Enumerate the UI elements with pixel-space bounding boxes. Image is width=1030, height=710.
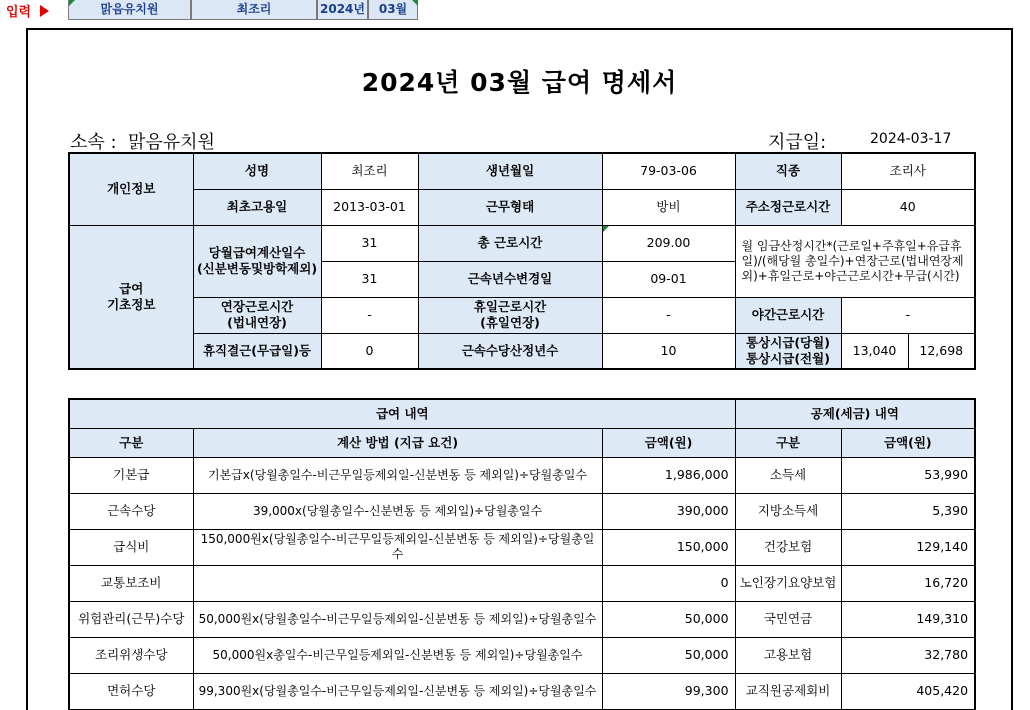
value-tenure-change[interactable]: 09-01 xyxy=(602,261,735,297)
value-ordinary-wage-prev[interactable]: 12,698 xyxy=(908,333,975,369)
label-birth: 생년월일 xyxy=(418,153,602,189)
affiliation-label: 소속 : xyxy=(70,132,117,153)
value-total-hours[interactable]: 209.00 xyxy=(602,225,735,261)
earning-item: 면허수당 xyxy=(69,673,193,709)
earning-amount: 1,986,000 xyxy=(602,457,735,493)
table-row xyxy=(69,457,975,493)
earning-amount: 150,000 xyxy=(602,529,735,565)
earning-item: 위험관리(근무)수당 xyxy=(69,601,193,637)
label-hire-date: 최초고용일 xyxy=(193,189,321,225)
earning-amount: 99,300 xyxy=(602,673,735,709)
value-pay-days-1[interactable]: 31 xyxy=(321,225,418,261)
table-row xyxy=(69,529,975,565)
earning-method xyxy=(193,565,602,601)
month-select[interactable]: 03월 xyxy=(368,0,418,20)
value-job[interactable]: 조리사 xyxy=(841,153,975,189)
table-row xyxy=(69,673,975,709)
employee-select[interactable]: 최조리 xyxy=(191,0,317,20)
school-select[interactable]: 맑음유치원 xyxy=(68,0,191,20)
value-hire-date[interactable]: 2013-03-01 xyxy=(321,189,418,225)
page-title: 2024년 03월 급여 명세서 xyxy=(361,68,678,97)
col-header-amount: 금액(원) xyxy=(602,428,735,457)
label-absence: 휴직결근(무급일)등 xyxy=(193,333,321,369)
hours-note: 월 임금산정시간*(근로일+주휴일+유급휴일)/(해당월 총일수)+연장근로(법내연장제외)+휴일근로+야근근로시간+무급(시간) xyxy=(735,225,975,297)
value-tenure-years[interactable]: 10 xyxy=(602,333,735,369)
table-row xyxy=(69,601,975,637)
earning-amount: 0 xyxy=(602,565,735,601)
col-header-deduction-category: 구분 xyxy=(735,428,841,457)
earnings-header: 급여 내역 xyxy=(69,399,735,428)
table-row xyxy=(69,493,975,529)
earning-amount: 50,000 xyxy=(602,601,735,637)
value-ordinary-wage-current[interactable]: 13,040 xyxy=(841,333,908,369)
pay-date-value: 2024-03-17 xyxy=(870,131,952,147)
value-name[interactable]: 최조리 xyxy=(321,153,418,189)
earning-item: 교통보조비 xyxy=(69,565,193,601)
triangle-right-icon xyxy=(40,5,49,17)
earning-method: 50,000원x(당월총일수-비근무일등제외일-신분변동 등 제외일)÷당월총일수 xyxy=(193,601,602,637)
earning-method: 39,000x(당월총일수-신분변동 등 제외일)÷당월총일수 xyxy=(193,493,602,529)
earning-item: 기본급 xyxy=(69,457,193,493)
deduction-amount: 53,990 xyxy=(841,457,975,493)
value-work-type[interactable]: 방비 xyxy=(602,189,735,225)
table-row xyxy=(69,565,975,601)
label-night-hours: 야간근로시간 xyxy=(735,297,841,333)
section-personal: 개인정보 xyxy=(69,153,193,225)
deduction-amount: 405,420 xyxy=(841,673,975,709)
value-birth[interactable]: 79-03-06 xyxy=(602,153,735,189)
earning-method: 기본급x(당월총일수-비근무일등제외일-신분변동 등 제외일)÷당월총일수 xyxy=(193,457,602,493)
earning-amount: 50,000 xyxy=(602,637,735,673)
pay-date-label: 지급일: xyxy=(768,132,827,153)
year-select[interactable]: 2024년 xyxy=(317,0,368,20)
label-work-type: 근무형태 xyxy=(418,189,602,225)
label-job: 직종 xyxy=(735,153,841,189)
label-total-hours: 총 근로시간 xyxy=(418,225,602,261)
deduction-amount: 16,720 xyxy=(841,565,975,601)
label-name: 성명 xyxy=(193,153,321,189)
label-overtime: 연장근로시간 (법내연장) xyxy=(193,297,321,333)
earning-method: 150,000원x(당월총일수-비근무일등제외일-신분변동 등 제외일)÷당월총일수 xyxy=(193,529,602,565)
input-bar xyxy=(0,0,1030,22)
deduction-item: 교직원공제회비 xyxy=(735,673,841,709)
deduction-item: 노인장기요양보험 xyxy=(735,565,841,601)
label-weekly-hours: 주소정근로시간 xyxy=(735,189,841,225)
employee-info-table xyxy=(68,152,976,370)
pay-detail-table xyxy=(68,398,976,710)
label-holiday-hours: 휴일근로시간 (휴일연장) xyxy=(418,297,602,333)
earning-method: 50,000원x총일수-비근무일등제외일-신분변동 등 제외일)÷당월총일수 xyxy=(193,637,602,673)
earning-amount: 390,000 xyxy=(602,493,735,529)
label-pay-days: 당월급여계산일수 (신분변동및방학제외) xyxy=(193,225,321,297)
deduction-item: 국민연금 xyxy=(735,601,841,637)
value-weekly-hours[interactable]: 40 xyxy=(841,189,975,225)
earning-method: 99,300원x(당월총일수-비근무일등제외일-신분변동 등 제외일)÷당월총일수 xyxy=(193,673,602,709)
deduction-amount: 5,390 xyxy=(841,493,975,529)
deduction-item: 소득세 xyxy=(735,457,841,493)
deduction-amount: 32,780 xyxy=(841,637,975,673)
affiliation xyxy=(70,128,215,154)
label-tenure-years: 근속수당산정년수 xyxy=(418,333,602,369)
input-label: 입력 xyxy=(6,5,32,20)
table-row xyxy=(69,637,975,673)
value-night-hours[interactable]: - xyxy=(841,297,975,333)
col-header-method: 계산 방법 (지급 요건) xyxy=(193,428,602,457)
affiliation-value: 맑음유치원 xyxy=(128,132,215,153)
value-pay-days-2[interactable]: 31 xyxy=(321,261,418,297)
value-overtime[interactable]: - xyxy=(321,297,418,333)
label-tenure-change: 근속년수변경일 xyxy=(418,261,602,297)
deduction-item: 건강보험 xyxy=(735,529,841,565)
deduction-item: 고용보험 xyxy=(735,637,841,673)
deduction-amount: 149,310 xyxy=(841,601,975,637)
deduction-amount: 129,140 xyxy=(841,529,975,565)
col-header-category: 구분 xyxy=(69,428,193,457)
label-ordinary-wage: 통상시급(당월) 통상시급(전월) xyxy=(735,333,841,369)
payslip-sheet xyxy=(26,28,1013,710)
earning-item: 조리위생수당 xyxy=(69,637,193,673)
section-pay-basis: 급여 기초정보 xyxy=(69,225,193,369)
earning-item: 급식비 xyxy=(69,529,193,565)
value-absence[interactable]: 0 xyxy=(321,333,418,369)
value-holiday-hours[interactable]: - xyxy=(602,297,735,333)
deductions-header: 공제(세금) 내역 xyxy=(735,399,975,428)
deduction-item: 지방소득세 xyxy=(735,493,841,529)
earning-item: 근속수당 xyxy=(69,493,193,529)
col-header-deduction-amount: 금액(원) xyxy=(841,428,975,457)
